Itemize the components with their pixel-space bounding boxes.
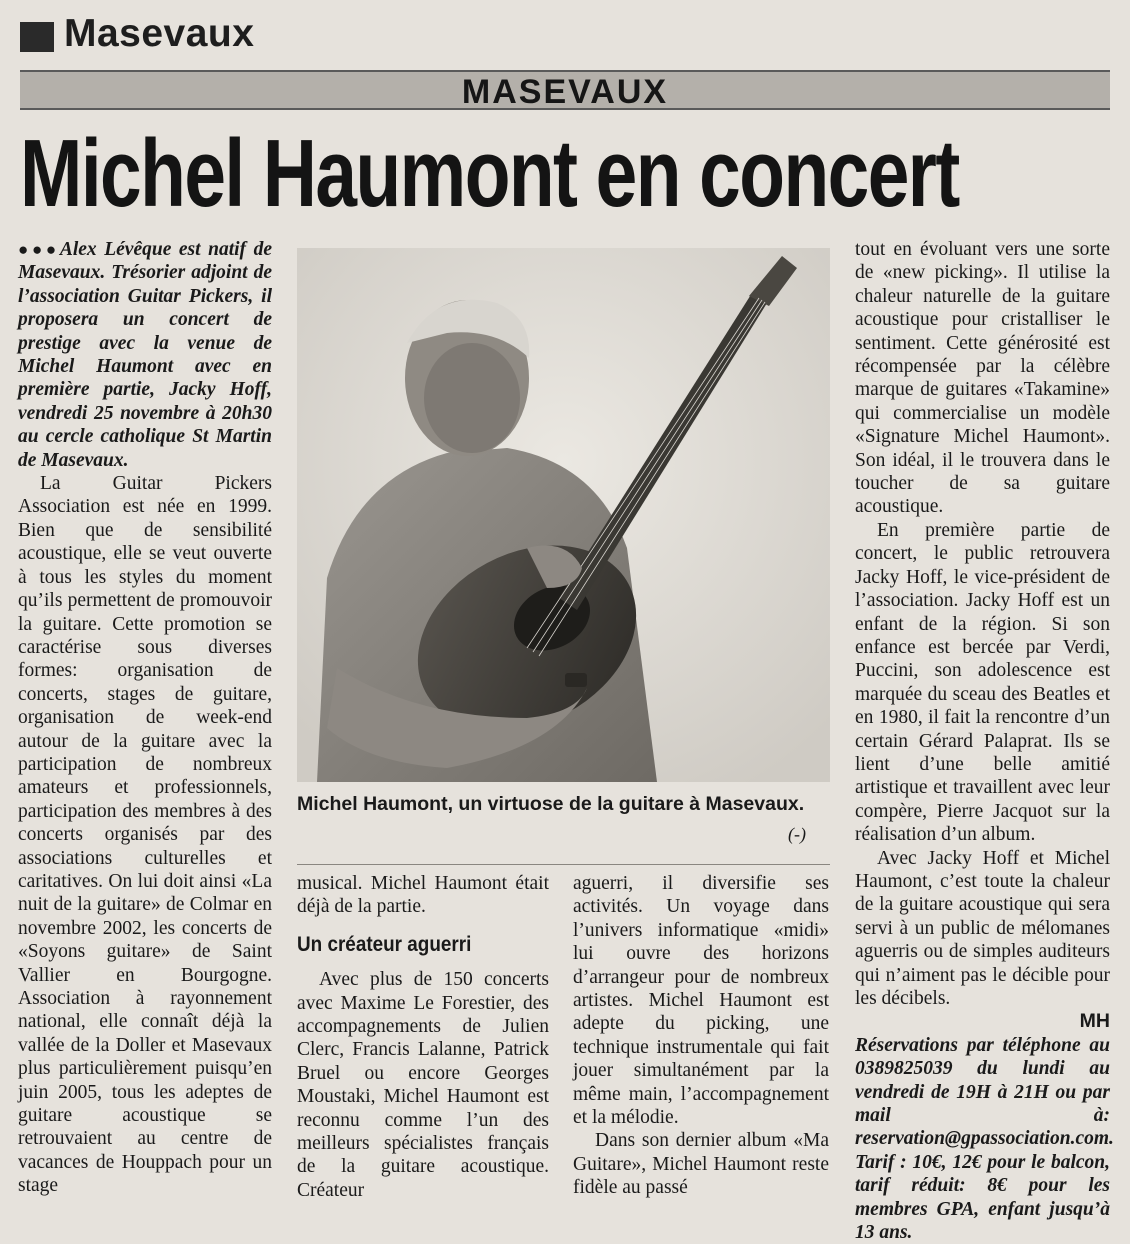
- paragraph-3: Dans son dernier album «Ma Guitare», Michel Haumont reste fidèle au passé: [573, 1130, 829, 1199]
- photo-credit: (-): [788, 824, 806, 844]
- paragraph-3-end: tout en évoluant vers une sorte de «new picking». Il utilise la chaleur naturelle de la guitare acoustique pour cristalliser le sentiment. Cette générosité est récompensée par la célèbre marque de guitares «Takamine» qui commercialise un modèle «Signature Michel Haumont». Son idéal, il le trouvera dans le toucher de sa guitare acoustique.: [855, 239, 1110, 518]
- column-2: [297, 872, 549, 1201]
- column-4: [855, 238, 1114, 1244]
- lead-bullets: ●●●: [18, 240, 60, 259]
- author-signature: MH: [1079, 1010, 1110, 1033]
- paragraph-2: Avec plus de 150 concerts avec Maxime Le Forestier, des accompagnements de Julien Clerc, Francis Lalanne, Patrick Bruel ou encore Georges Moustaki, Michel Haumont est reconnu comme l’un des meilleurs spécialistes français de la guitare acoustique. Créateur: [297, 969, 549, 1201]
- paragraph-4: En première partie de concert, le public retrouvera Jacky Hoff, le vice-président de l’association. Jacky Hoff est un enfant de la région. Si son enfance est bercée par Verdi, Puccini, son adolescence est marquée du sceau des Beatles et en 1980, il fait la rencontre d’un certain Gérard Palaprat. Ils se lient d’une belle amitié artistique et travaillent avec leur compère, Pierre Jacquot sur la réalisation d’un album.: [855, 519, 1110, 846]
- lead-text: Alex Lévêque est natif de Masevaux. Trésorier adjoint de l’association Guitar Pickers, il proposera un concert de prestige avec la venue de Michel Haumont avec en première partie, Jacky Hoff, vendredi 25 novembre à 20h30 au cercle catholique St Martin de Masevaux.: [18, 239, 272, 471]
- section-kicker: Masevaux: [64, 12, 255, 55]
- reservation-info: Réservations par téléphone au 0389825039 du lundi au vendredi de 19H à 21H ou par mail à: reservation@gpassociation.com. Tarif : 10€, 12€ pour le balcon, tarif réduit: 8€ pour les membres GPA, enfant jusqu’à 13 ans.: [855, 1034, 1114, 1244]
- section-marker: [20, 22, 54, 52]
- paragraph-1-end: musical. Michel Haumont était déjà de la partie.: [297, 873, 549, 918]
- paragraph-5: Avec Jacky Hoff et Michel Haumont, c’est toute la chaleur de la guitare acoustique qui sera servi à un public de mélomanes aguerris ou de simples auditeurs qui n’aiment pas le décible pour les décibels.: [855, 847, 1110, 1009]
- rubric-band: [20, 70, 1110, 110]
- caption-divider: [297, 864, 830, 865]
- photo-caption: Michel Haumont, un virtuose de la guitare à Masevaux.: [297, 793, 805, 815]
- lead-paragraph: [18, 238, 272, 472]
- subheading: Un créateur aguerri: [297, 932, 472, 956]
- guitarist-photo-illustration: [297, 248, 830, 782]
- paragraph-2-end: aguerri, il diversifie ses activités. Un voyage dans l’univers informatique «midi» lui ouvre des horizons d’arrangeur pour de nombreux artistes. Michel Haumont est adepte du picking, une technique instrumentale qui fait jouer simultanément par la même main, l’accompagnement et la mélodie.: [573, 873, 829, 1129]
- rubric-title: MASEVAUX: [461, 73, 669, 111]
- paragraph-1: La Guitar Pickers Association est née en 1999. Bien que de sensibilité acoustique, elle se veut ouverte à tous les styles du moment qu’ils permettent de promouvoir la guitare. Cette promotion se caractérise sous diverses formes: organisation de concerts, stages de guitare, organisation de week-end autour de la guitare avec la participation de nombreux amateurs et professionnels, participation des membres à des concerts organisés par des associations culturelles et caritatives. On lui doit ainsi «La nuit de la guitare» de Colmar en novembre 2002, les concerts de «Soyons guitare» de Saint Vallier en Bourgogne. Association à rayonnement national, elle connaît déjà la vallée de la Doller et Masevaux plus particulièrement puisqu’en juin 2005, tous les adeptes de guitare acoustique se retrouvaient au centre de vacances de Houppach pour un stage: [18, 473, 272, 1197]
- column-3: [573, 872, 829, 1199]
- article-headline: Michel Haumont en concert: [20, 120, 959, 227]
- article-photo: [297, 248, 830, 782]
- column-1: [18, 238, 272, 1197]
